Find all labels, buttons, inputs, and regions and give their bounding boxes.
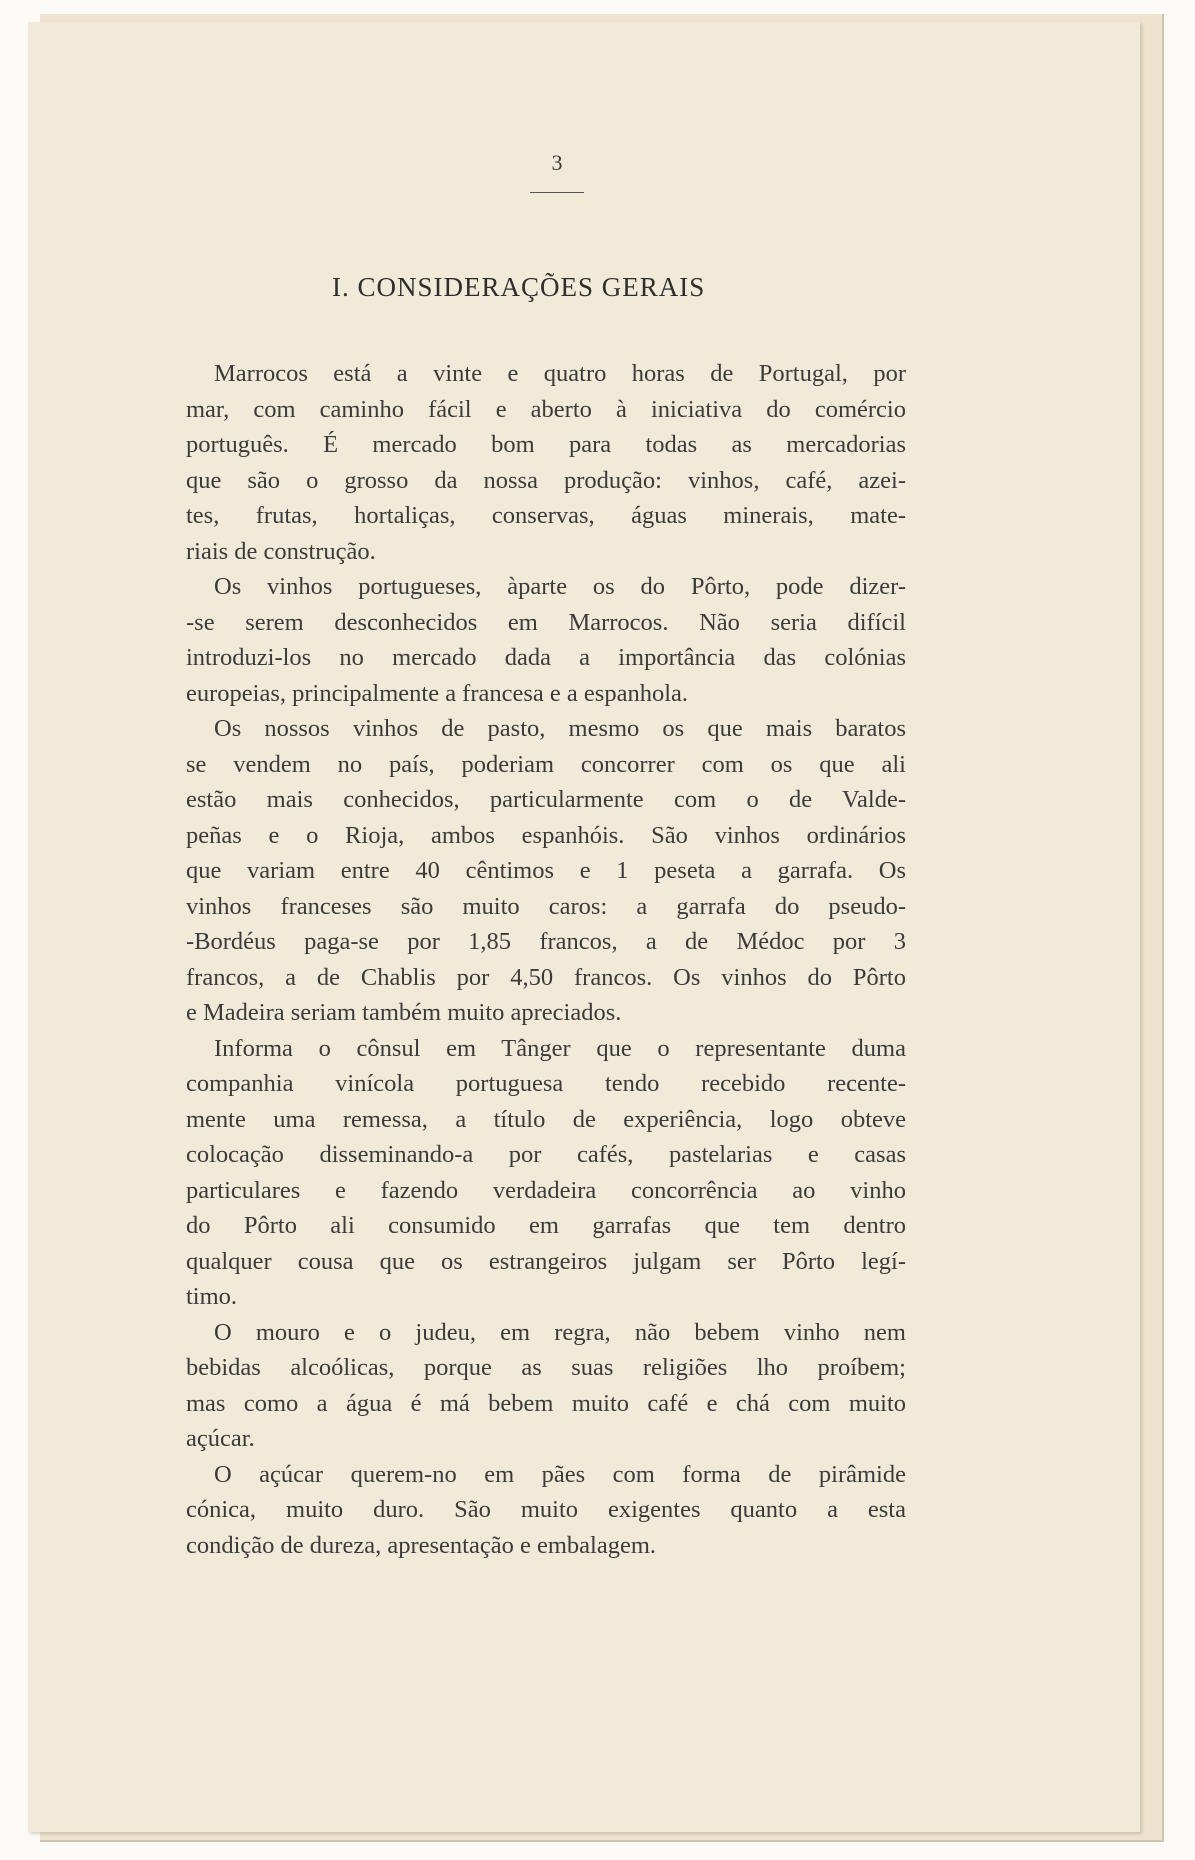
text-line: e Madeira seriam também muito apreciados.	[186, 999, 622, 1026]
text-line: Os nossos vinhos de pasto, mesmo os que mais baratos	[214, 715, 906, 742]
text-line: estão mais conhecidos, particularmente com o de Valde-	[186, 786, 906, 813]
text-line: do Pôrto ali consumido em garrafas que tem dentro	[186, 1212, 906, 1239]
text-line: companhia vinícola portuguesa tendo recebido recente-	[186, 1070, 906, 1097]
text-line: mar, com caminho fácil e aberto à iniciativa do comércio	[186, 395, 906, 423]
text-line: Marrocos está a vinte e quatro horas de Portugal, por	[214, 360, 906, 387]
text-line: peñas e o Rioja, ambos espanhóis. São vinhos ordinários	[186, 821, 906, 849]
text-line: mas como a água é má bebem muito café e chá com muito	[186, 1389, 906, 1417]
text-line: mente uma remessa, a título de experiência, logo obteve	[186, 1105, 906, 1133]
text-line: que variam entre 40 cêntimos e 1 peseta a garrafa. Os	[186, 857, 906, 884]
text-line: tes, frutas, hortaliças, conservas, águas minerais, mate-	[186, 502, 906, 529]
text-line: se vendem no país, poderiam concorrer com os que ali	[186, 750, 906, 778]
text-line: bebidas alcoólicas, porque as suas religiões lho proíbem;	[186, 1354, 906, 1381]
body-text	[186, 356, 906, 1563]
text-line: particulares e fazendo verdadeira concorrência ao vinho	[186, 1176, 906, 1204]
text-line: qualquer cousa que os estrangeiros julgam ser Pôrto legí-	[186, 1247, 906, 1275]
text-line: português. É mercado bom para todas as mercadorias	[186, 431, 906, 458]
text-line: -se serem desconhecidos em Marrocos. Não seria difícil	[186, 608, 906, 636]
text-line: que são o grosso da nossa produção: vinhos, café, azei-	[186, 466, 906, 494]
page-number-rule	[530, 192, 584, 193]
text-line: riais de construção.	[186, 537, 376, 565]
text-line: açúcar.	[186, 1425, 255, 1452]
text-line: vinhos franceses são muito caros: a garrafa do pseudo-	[186, 892, 906, 920]
text-line: introduzi-los no mercado dada a importância das colónias	[186, 644, 906, 671]
text-line: Informa o cônsul em Tânger que o representante duma	[214, 1034, 906, 1062]
text-line: europeias, principalmente a francesa e a espanhola.	[186, 679, 688, 707]
text-line: -Bordéus paga-se por 1,85 francos, a de Médoc por 3	[186, 928, 906, 955]
text-line: O mouro e o judeu, em regra, não bebem vinho nem	[214, 1318, 906, 1346]
page-number: 3	[551, 150, 563, 175]
text-line: condição de dureza, apresentação e embalagem.	[186, 1531, 656, 1559]
text-line: francos, a de Chablis por 4,50 francos. Os vinhos do Pôrto	[186, 963, 906, 991]
text-line: cónica, muito duro. São muito exigentes quanto a esta	[186, 1496, 906, 1523]
section-heading: I. CONSIDERAÇÕES GERAIS	[332, 272, 706, 302]
text-line: colocação disseminando-a por cafés, pastelarias e casas	[186, 1141, 906, 1168]
text-line: Os vinhos portugueses, àparte os do Pôrto, pode dizer-	[214, 573, 906, 600]
text-line: timo.	[186, 1283, 238, 1310]
text-line: O açúcar querem-no em pães com forma de pirâmide	[214, 1460, 906, 1488]
